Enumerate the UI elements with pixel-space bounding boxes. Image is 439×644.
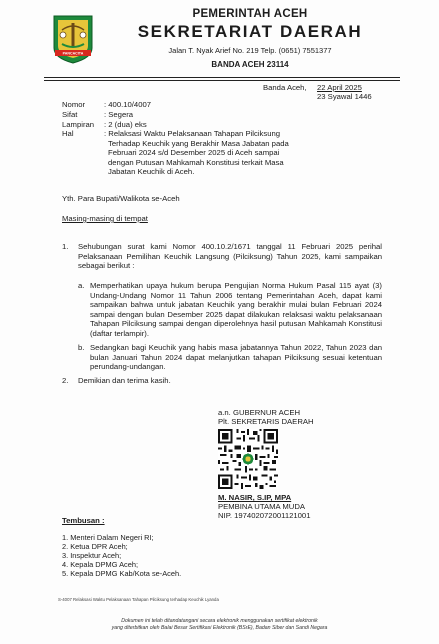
cc-item: 1. Menteri Dalam Negeri RI; [62,533,154,542]
letterhead-government: PEMERINTAH ACEH [192,8,308,20]
point-a-label: a. [78,281,85,290]
nomor-value: : 400.10/4007 [104,100,152,109]
footer-esign-note: Dokumen ini telah ditandatangani secara elektronik menggunakan sertifikat elektronik [121,618,318,624]
cc-item: 5. Kepala DPMG Kab/Kota se-Aceh. [62,569,182,578]
point-1-text: Sehubungan surat kami Nomor 400.10.2/1671 tanggal 11 Februari 2025 perihal Pelaksanaan Pemilihan Keuchik Langsung (Pilciksung) Tahun 2025, kami sampaikan sebagai berikut : [78,242,382,271]
point-b-text: Sedangkan bagi Keuchik yang habis masa jabatannya Tahun 2022, Tahun 2023 dan bulan Januari Tahun 2024 dapat melanjutkan tahapan Pilciksung sesuai ketentuan perundang-undangan. [90,343,382,372]
hal-line: Terhadap Keuchik yang Berakhir Masa Jabatan pada [108,138,289,148]
lampiran-value: : 2 (dua) eks [104,120,147,129]
cc-item: 4. Kepala DPMG Aceh; [62,560,138,569]
nomor-label: Nomor [62,100,86,109]
sifat-value: : Segera [104,110,134,119]
sifat-label: Sifat [62,110,78,119]
letterhead-address: Jalan T. Nyak Arief No. 219 Telp. (0651) 7551377 [168,46,332,55]
cc-item: 3. Inspektur Aceh; [62,551,122,560]
signature-plt: Plt. SEKRETARIS DAERAH [218,417,314,426]
recipient: Yth. Para Bupati/Walikota se-Aceh [62,194,180,203]
point-2-number: 2. [62,376,69,385]
logo-caption: PANCACITA [62,51,84,56]
signatory-nip: NIP. 197402072001121001 [218,511,311,520]
letterhead-rule-thin [44,80,400,81]
date-hijri: 23 Syawal 1446 [317,92,372,101]
recipient-place: Masing-masing di tempat [62,214,148,223]
point-2-text: Demikian dan terima kasih. [78,376,171,385]
letterhead [100,6,400,69]
aceh-emblem-logo [50,14,96,64]
lampiran-label: Lampiran [62,120,95,129]
hal-line: Februari 2024 s/d Desember 2025 di Aceh sampai [108,148,280,157]
letterhead-city: BANDA ACEH 23114 [211,60,289,69]
hal-line: Jabatan Keuchik di Aceh. [108,167,195,176]
signature-an: a.n. GUBERNUR ACEH [218,408,301,417]
signatory-name: M. NASIR, S.IP, MPA [218,493,292,502]
document-reference: S-4007 Relaksasi Waktu Pelaksanaan Tahapan Pilciksung terhadap Keuchik Lyanda [58,597,219,602]
date-place: Banda Aceh, [263,83,307,92]
date-gregorian: 22 April 2025 [317,83,362,92]
hal-label: Hal [62,129,74,138]
cc-title: Tembusan : [62,516,105,525]
cc-item: 2. Ketua DPR Aceh; [62,542,128,551]
point-b-label: b. [78,343,85,352]
letterhead-office: SEKRETARIAT DAERAH [137,22,363,41]
hal-line: : Relaksasi Waktu Pelaksanaan Tahapan Pilciksung [104,129,281,138]
signature-qr-code [218,429,278,489]
footer-esign-issuer: yang diterbitkan oleh Balai Besar Sertifikasi Elektronik (BSrE), Badan Siber dan Sandi Negara [111,625,328,631]
signatory-rank: PEMBINA UTAMA MUDA [218,502,305,511]
point-1-number: 1. [62,242,69,251]
hal-line: dengan Putusan Mahkamah Konstitusi terkait Masa [108,157,284,167]
point-a-text: Memperhatikan upaya hukum berupa Pengujian Norma Hukum Pasal 115 ayat (3) Undang-Undang Nomor 11 Tahun 2006 tentang Pemerintahan Aceh, dapat kami sampaikan bahwa untuk jabatan Keuchik yang berakhir mulai bulan Februari 2024 sampai dengan bulan Desember 2025 dapat dilakukan relaksasi waktu pelaksanaan Tahapan Pilciksung sampai dengan diperolehnya hasil putusan Mahkamah Konstitusi (daftar terlampir). [90,281,382,338]
letterhead-rule-thick [44,77,400,78]
